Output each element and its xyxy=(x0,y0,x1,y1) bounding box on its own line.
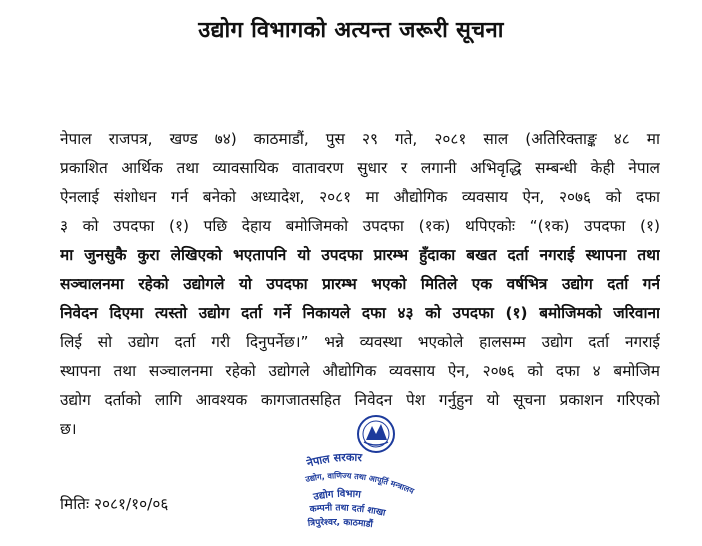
body-line: प्रकाशित आर्थिक तथा व्यावसायिक वातावरण सुधार र लगानी अभिवृद्धि सम्बन्धी केही नेपाल xyxy=(60,159,660,177)
body-line: उद्योग दर्ताको लागि आवश्यक कागजातसहित निवेदन पेश गर्नुहुन यो सूचना प्रकाशन गरिएको xyxy=(60,391,660,409)
body-line: स्थापना तथा सञ्चालनमा रहेको उद्योगले औद्योगिक व्यवसाय ऐन, २०७६ को दफा ४ बमोजिम xyxy=(60,362,660,380)
svg-text:उद्योग विभाग: उद्योग विभाग xyxy=(312,488,362,503)
body-line-bold: निवेदन दिएमा त्यस्तो उद्योग दर्ता गर्ने निकायले दफा ४३ को उपदफा (१) बमोजिमको जरिवाना xyxy=(60,304,660,322)
notice-body xyxy=(60,125,660,444)
body-line: नेपाल राजपत्र, खण्ड ७४) काठमाडौं, पुस २९ गते, २०८१ साल (अतिरिक्ताङ्क ४८ मा xyxy=(60,130,660,148)
body-line-bold: मा जुनसुकै कुरा लेखिएको भएतापनि यो उपदफा प्रारम्भ हुँदाका बखत दर्ता नगराई स्थापना तथा xyxy=(60,246,660,264)
svg-text:नेपाल सरकार: नेपाल सरकार xyxy=(305,450,363,470)
svg-text:कम्पनी तथा दर्ता शाखा: कम्पनी तथा दर्ता शाखा xyxy=(309,503,387,519)
body-line: ऐनलाई संशोधन गर्न बनेको अध्यादेश, २०८१ मा औद्योगिक व्यवसाय ऐन, २०७६ को दफा xyxy=(60,188,660,206)
svg-text:उद्योग, वाणिज्य तथा आपूर्ति मन: उद्योग, वाणिज्य तथा आपूर्ति मन्त्रालय xyxy=(304,471,416,496)
notice-title: उद्योग विभागको अत्यन्त जरूरी सूचना xyxy=(198,18,504,43)
date-line: मितिः २०८१/१०/०६ xyxy=(60,495,169,513)
body-line: ३ को उपदफा (१) पछि देहाय बमोजिमको उपदफा (१क) थपिएकोः “(१क) उपदफा (१) xyxy=(60,217,660,235)
emblem-icon xyxy=(358,416,394,452)
office-seal-stamp xyxy=(296,412,456,542)
body-line: लिई सो उद्योग दर्ता गरी दिनुपर्नेछ।” भन्ने व्यवस्था भएकोले हालसम्म उद्योग दर्ता नगराई xyxy=(60,333,660,351)
body-line: छ। xyxy=(60,420,77,438)
body-line-bold: सञ्चालनमा रहेको उद्योगले यो उपदफा प्रारम्भ भएको मितिले एक वर्षभित्र उद्योग दर्ता गर्न xyxy=(60,275,660,293)
svg-text:त्रिपुरेश्वर, काठमाडौं: त्रिपुरेश्वर, काठमाडौं xyxy=(307,517,374,531)
